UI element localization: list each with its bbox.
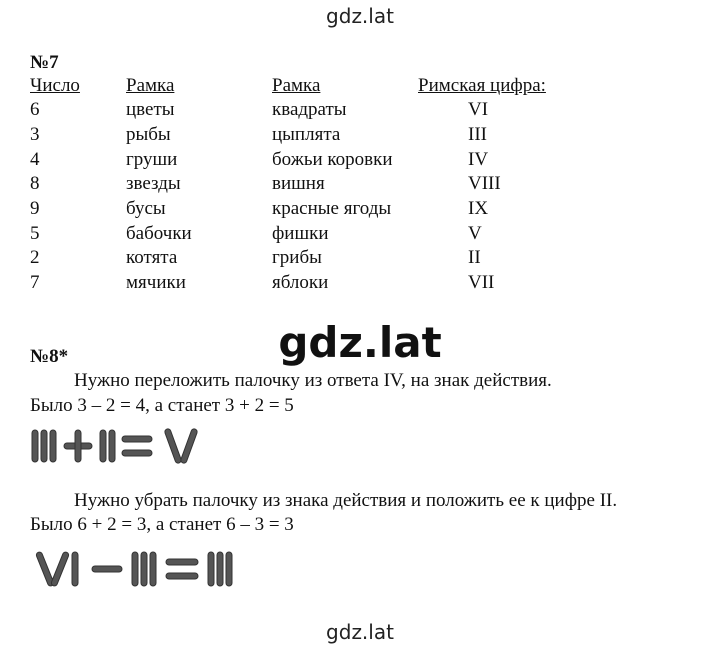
cell-number: 5 xyxy=(30,223,40,244)
cell-roman: V xyxy=(468,223,482,244)
plus-stick-vertical xyxy=(75,430,81,462)
cell-frame-2: яблоки xyxy=(272,272,329,293)
stick xyxy=(208,552,214,586)
minus-stick xyxy=(92,566,122,572)
cell-frame-1: котята xyxy=(126,247,178,268)
task8-equation-2: Было 6 + 2 = 3, а станет 6 – 3 = 3 xyxy=(30,514,294,535)
v-stick-right xyxy=(50,551,69,587)
cell-frame-2: грибы xyxy=(272,247,322,268)
cell-frame-2: квадраты xyxy=(272,99,347,120)
cell-roman: III xyxy=(468,124,487,145)
stick xyxy=(41,430,47,462)
cell-number: 6 xyxy=(30,99,40,120)
equals-stick-bottom xyxy=(166,573,198,579)
equals-stick-top xyxy=(122,436,152,442)
cell-roman: II xyxy=(468,247,481,268)
matchstick-equation-2 xyxy=(32,548,262,590)
stick xyxy=(141,552,147,586)
cell-frame-1: мячики xyxy=(126,272,186,293)
cell-frame-1: рыбы xyxy=(126,124,171,145)
stick xyxy=(100,430,106,462)
cell-roman: IX xyxy=(468,198,489,219)
cell-frame-2: фишки xyxy=(272,223,329,244)
stick xyxy=(226,552,232,586)
cell-frame-2: красные ягоды xyxy=(272,198,392,219)
stick xyxy=(132,552,138,586)
cell-number: 3 xyxy=(30,124,40,145)
v-stick-right xyxy=(180,428,198,464)
cell-number: 7 xyxy=(30,272,40,293)
task8-title: №8* xyxy=(30,346,69,367)
task8-paragraph-1: Нужно переложить палочку из ответа IV, на знак действия. xyxy=(74,370,552,391)
header-roman: Римская цифра: xyxy=(418,75,546,96)
header-frame-2: Рамка xyxy=(272,75,321,96)
cell-frame-2: цыплята xyxy=(272,124,341,145)
cell-frame-1: цветы xyxy=(126,99,175,120)
task8-paragraph-2: Нужно убрать палочку из знака действия и положить ее к цифре II. xyxy=(74,490,618,511)
stick xyxy=(72,552,78,586)
cell-roman: VIII xyxy=(468,173,501,194)
matchstick-equation-1 xyxy=(30,426,240,466)
stick xyxy=(50,430,56,462)
cell-frame-1: бусы xyxy=(126,198,166,219)
watermark-middle: gdz.lat xyxy=(278,318,442,367)
cell-frame-1: груши xyxy=(126,149,178,170)
cell-roman: VI xyxy=(468,99,489,120)
cell-roman: VII xyxy=(468,272,495,293)
cell-frame-2: божьи коровки xyxy=(272,149,393,170)
cell-frame-2: вишня xyxy=(272,173,325,194)
header-frame-1: Рамка xyxy=(126,75,175,96)
watermark-bottom: gdz.lat xyxy=(326,620,394,644)
cell-frame-1: звезды xyxy=(126,173,181,194)
stick xyxy=(109,430,115,462)
equals-stick-top xyxy=(166,559,198,565)
cell-number: 2 xyxy=(30,247,40,268)
v-stick-left xyxy=(164,428,182,464)
stick xyxy=(217,552,223,586)
stick xyxy=(32,430,38,462)
cell-number: 9 xyxy=(30,198,40,219)
watermark-top: gdz.lat xyxy=(326,4,394,28)
task8-equation-1: Было 3 – 2 = 4, а станет 3 + 2 = 5 xyxy=(30,395,294,416)
cell-number: 8 xyxy=(30,173,40,194)
task7-title: №7 xyxy=(30,52,59,73)
header-number: Число xyxy=(30,75,80,96)
stick xyxy=(150,552,156,586)
equals-stick-bottom xyxy=(122,450,152,456)
cell-frame-1: бабочки xyxy=(126,223,192,244)
cell-roman: IV xyxy=(468,149,489,170)
cell-number: 4 xyxy=(30,149,40,170)
